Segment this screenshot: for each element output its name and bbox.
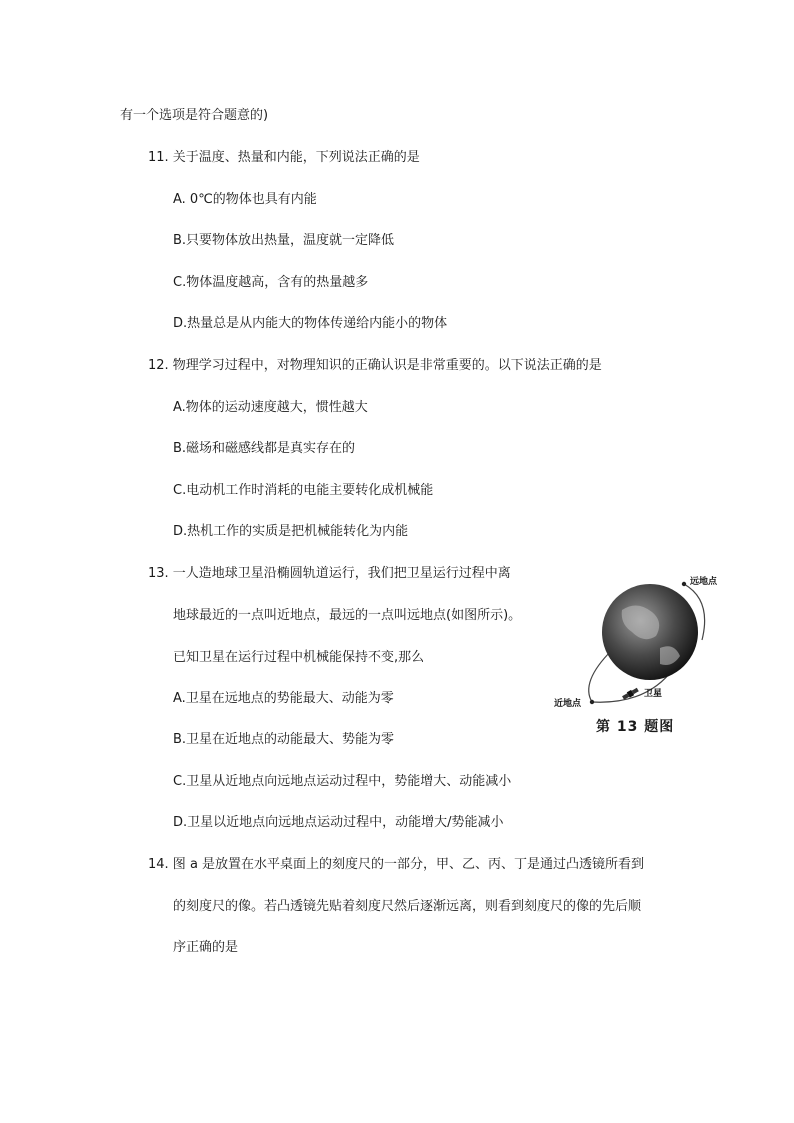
option-d: D.热机工作的实质是把机械能转化为内能 bbox=[173, 524, 409, 539]
orbit-path-left bbox=[589, 650, 612, 702]
option-b: B.只要物体放出热量，温度就一定降低 bbox=[173, 233, 395, 248]
figure-caption: 第 13 题图 bbox=[596, 719, 675, 735]
option-c: C.卫星从近地点向远地点运动过程中，势能增大、动能减小 bbox=[173, 774, 512, 789]
question-stem: 11. 关于温度、热量和内能，下列说法正确的是 bbox=[148, 150, 420, 165]
option-d: D.热量总是从内能大的物体传递给内能小的物体 bbox=[173, 316, 448, 331]
perigee-point bbox=[590, 700, 594, 704]
question-stem: 12. 物理学习过程中，对物理知识的正确认识是非常重要的。以下说法正确的是 bbox=[148, 358, 602, 373]
apogee-label: 远地点 bbox=[690, 577, 718, 587]
option-a: A.卫星在远地点的势能最大、动能为零 bbox=[173, 691, 394, 706]
question-stem-line-1: 14. 图 a 是放置在水平桌面上的刻度尺的一部分，甲、乙、丙、丁是通过凸透镜所看到 bbox=[148, 857, 645, 872]
option-a: A. 0℃的物体也具有内能 bbox=[173, 192, 317, 207]
orbit-diagram bbox=[552, 570, 732, 720]
apogee-point bbox=[682, 582, 686, 586]
question-stem-line-3: 序正确的是 bbox=[173, 940, 239, 955]
option-c: C.电动机工作时消耗的电能主要转化成机械能 bbox=[173, 483, 434, 498]
question-stem-line-1: 13. 一人造地球卫星沿椭圆轨道运行，我们把卫星运行过程中离 bbox=[148, 566, 511, 581]
question-stem-line-3: 已知卫星在运行过程中机械能保持不变,那么 bbox=[173, 650, 425, 665]
perigee-label: 近地点 bbox=[554, 699, 582, 709]
satellite-label: 卫星 bbox=[644, 689, 663, 699]
option-c: C.物体温度越高，含有的热量越多 bbox=[173, 275, 369, 290]
section-intro: 有一个选项是符合题意的) bbox=[120, 108, 269, 123]
option-b: B.磁场和磁感线都是真实存在的 bbox=[173, 441, 356, 456]
orbit-figure bbox=[552, 570, 732, 735]
question-stem-line-2: 的刻度尺的像。若凸透镜先贴着刻度尺然后逐渐远离，则看到刻度尺的像的先后顺 bbox=[173, 899, 642, 914]
option-d: D.卫星以近地点向远地点运动过程中，动能增大/势能减小 bbox=[173, 815, 504, 830]
question-stem-line-2: 地球最近的一点叫近地点，最远的一点叫远地点(如图所示)。 bbox=[173, 608, 522, 623]
option-b: B.卫星在近地点的动能最大、势能为零 bbox=[173, 732, 395, 747]
option-a: A.物体的运动速度越大，惯性越大 bbox=[173, 400, 368, 415]
